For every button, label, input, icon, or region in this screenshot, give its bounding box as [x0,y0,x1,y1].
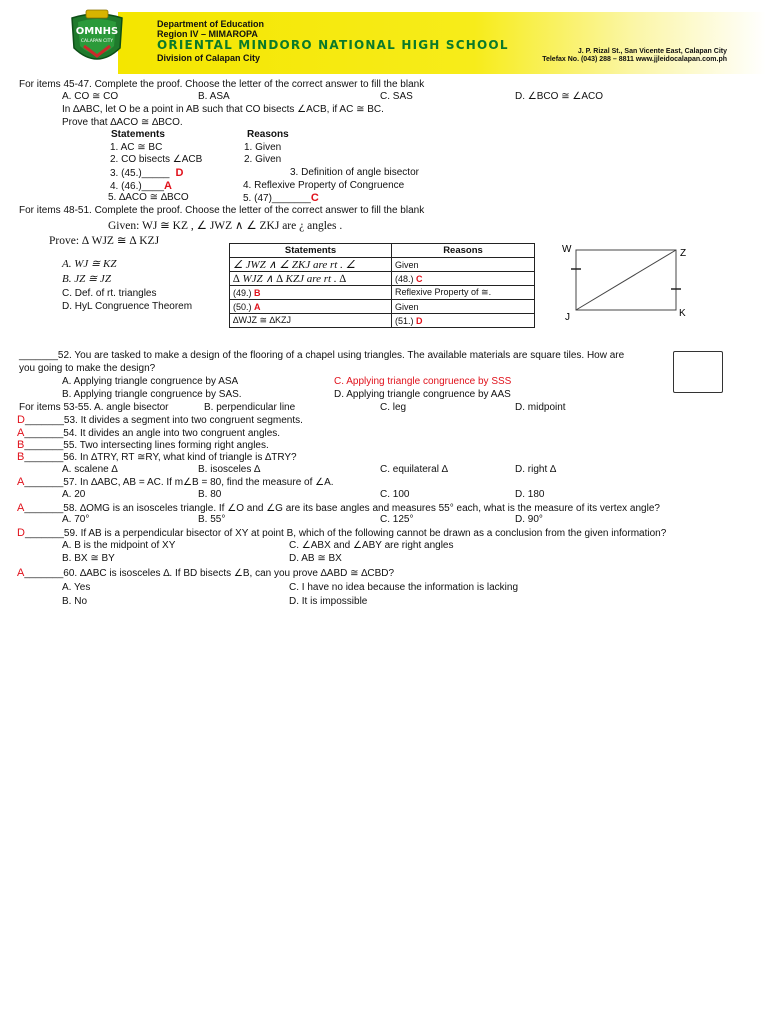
answer-box[interactable] [673,351,723,393]
q59-choice-c: C. ∠ABX and ∠ABY are right angles [289,540,454,551]
table-row [230,314,535,328]
given-statement-2: Given: WJ ≅ KZ , ∠ JWZ ∧ ∠ ZKJ are ¿ angles . [108,220,343,232]
school-contact: Telefax No. (043) 288 – 8811 www.jjleidocalapan.com.ph [542,56,727,63]
answer-58: A [17,502,25,514]
q60-choice-c: C. I have no idea because the information is lacking [289,582,519,593]
reason-4: 4. Reflexive Property of Congruence [243,180,405,191]
row1-statement: ∠ JWZ ∧ ∠ ZKJ are rt . ∠ [230,258,392,272]
question-56: B_______56. In ∆TRY, RT ≅RY, what kind of triangle is ∆TRY? [17,451,297,463]
answer-48: C [416,273,423,284]
row4-reason: Given [392,300,535,314]
s3-choice-b: B. perpendicular line [204,402,296,413]
reason-5: 5. (47)_______C [243,192,319,204]
logo-wordmark: OMNHS [75,26,119,37]
row4-statement: (50.) A [230,300,392,314]
instruction-53-55: For items 53-55. A. angle bisector [19,402,169,413]
q60-choice-a: A. Yes [62,582,91,593]
answer-56: B [17,451,25,463]
answer-55: B [17,439,25,451]
table-row [230,272,535,286]
logo-subtext: CALAPAN CITY [80,39,114,44]
row3-statement: (49.) B [230,286,392,300]
q60-choice-d: D. It is impossible [289,596,368,607]
school-name: ORIENTAL MINDORO NATIONAL HIGH SCHOOL [157,38,509,52]
q58-choice-b: B. 55° [198,514,226,525]
answer-46: A [163,180,172,192]
row5-reason: (51.) D [392,314,535,328]
label-j: J [565,312,570,323]
table-row [230,300,535,314]
dept-name: Department of Education [157,19,265,29]
q57-choice-c: C. 100 [380,489,410,500]
q56-choice-d: D. right ∆ [515,464,557,475]
q52-choice-a: A. Applying triangle congruence by ASA [62,376,239,387]
reason-2: 2. Given [244,154,282,165]
question-55: B_______55. Two intersecting lines forming right angles. [17,439,269,451]
rectangle-figure [558,240,698,324]
answer-47: C [310,192,319,204]
label-w: W [562,244,572,255]
row1-reason: Given [392,258,535,272]
row3-reason: Reflexive Property of ≅. [392,286,535,300]
given-statement: In ∆ABC, let O be a point in AB such that CO bisects ∠ACB, if AC ≅ BC. [62,104,384,115]
q56-choice-a: A. scalene ∆ [62,464,118,475]
row2-reason: (48.) C [392,272,535,286]
question-57: A_______57. In ∆ABC, AB = AC. If m∠B = 80, find the measure of ∠A. [17,476,334,488]
answer-50: A [254,301,261,312]
school-logo [64,8,130,74]
reason-1: 1. Given [244,142,282,153]
row5-statement: ∆WJZ ≅ ∆KZJ [230,314,392,328]
q58-choice-a: A. 70° [62,514,90,525]
question-52-cont: you going to make the design? [19,363,156,374]
table-header-row [230,244,535,258]
choice-c: C. SAS [380,91,413,102]
region-name: Region IV – MIMAROPA [157,29,258,39]
choice-2a: A. WJ ≅ KZ [62,258,117,270]
s3-choice-c: C. leg [380,402,407,413]
question-52: _______52. You are tasked to make a design of the flooring of a chapel using triangles. The available materials are square tiles. How are [19,350,625,361]
q52-choice-d: D. Applying triangle congruence by AAS [334,389,511,400]
q52-choice-b: B. Applying triangle congruence by SAS. [62,389,242,400]
question-58: A_______58. ∆OMG is an isosceles triangle. If ∠O and ∠G are its base angles and measures 55° each, what is the measure of its vertex angle? [17,502,660,514]
question-60: A_______60. ∆ABC is isosceles ∆. If BD bisects ∠B, can you prove ∆ABD ≅ ∆CBD? [17,567,395,579]
table-row [230,286,535,300]
q57-choice-a: A. 20 [62,489,86,500]
school-address: J. P. Rizal St., San Vicente East, Calapan City [577,48,727,55]
s3-choice-d: D. midpoint [515,402,566,413]
q57-choice-b: B. 80 [198,489,222,500]
q58-choice-d: D. 90° [515,514,543,525]
statement-3: 3. (45.)_____ D [110,167,184,179]
answer-54: A [17,427,25,439]
answer-53: D [17,414,25,426]
instruction-45-47: For items 45-47. Complete the proof. Choose the letter of the correct answer to fill the blank [19,79,425,90]
prove-statement-2: Prove: ∆ WJZ ≅ ∆ KZJ [49,235,160,247]
choice-2d: D. HyL Congruence Theorem [62,301,193,312]
answer-45: D [175,167,184,179]
col-statements: Statements [230,244,392,258]
q52-choice-c: C. Applying triangle congruence by SSS [334,376,512,387]
q60-choice-b: B. No [62,596,88,607]
q59-choice-d: D. AB ≅ BX [289,553,342,564]
instruction-48-51: For items 48-51. Complete the proof. Choose the letter of the correct answer to fill the blank [19,205,425,216]
choice-b: B. ASA [198,91,230,102]
answer-60: A [17,567,25,579]
prove-statement: Prove that ∆ACO ≅ ∆BCO. [62,117,183,128]
table-row [230,258,535,272]
statement-1: 1. AC ≅ BC [110,142,163,153]
choice-d: D. ∠BCO ≅ ∠ACO [515,91,603,102]
q56-choice-b: B. isosceles ∆ [198,464,261,475]
question-54: A_______54. It divides an angle into two congruent angles. [17,427,281,439]
col-reasons: Reasons [392,244,535,258]
row2-statement: ∆ WJZ ∧ ∆ KZJ are rt . ∆ [230,272,392,286]
statement-5: 5. ∆ACO ≅ ∆BCO [108,192,189,203]
q59-choice-a: A. B is the midpoint of XY [62,540,176,551]
statements-heading: Statements [111,129,165,140]
choice-2b: B. JZ ≅ JZ [62,273,111,285]
division-name: Division of Calapan City [157,53,261,63]
answer-57: A [17,476,25,488]
reason-3: 3. Definition of angle bisector [290,167,419,178]
answer-59: D [17,527,25,539]
question-59: D_______59. If AB is a perpendicular bisector of XY at point B, which of the following cannot be drawn as a conclusion from the given information? [17,527,667,539]
q59-choice-b: B. BX ≅ BY [62,553,115,564]
label-z: Z [680,248,687,259]
question-53: D_______53. It divides a segment into two congruent segments. [17,414,303,426]
proof-table [229,243,535,328]
statement-2: 2. CO bisects ∠ACB [110,154,203,165]
q57-choice-d: D. 180 [515,489,545,500]
choice-a: A. CO ≅ CO [62,91,119,102]
choice-2c: C. Def. of rt. triangles [62,288,157,299]
q58-choice-c: C. 125° [380,514,414,525]
answer-49: B [254,287,261,298]
reasons-heading: Reasons [247,129,289,140]
answer-51: D [416,315,423,326]
statement-4: 4. (46.)____A [110,180,172,192]
label-k: K [679,308,686,319]
q56-choice-c: C. equilateral ∆ [380,464,448,475]
